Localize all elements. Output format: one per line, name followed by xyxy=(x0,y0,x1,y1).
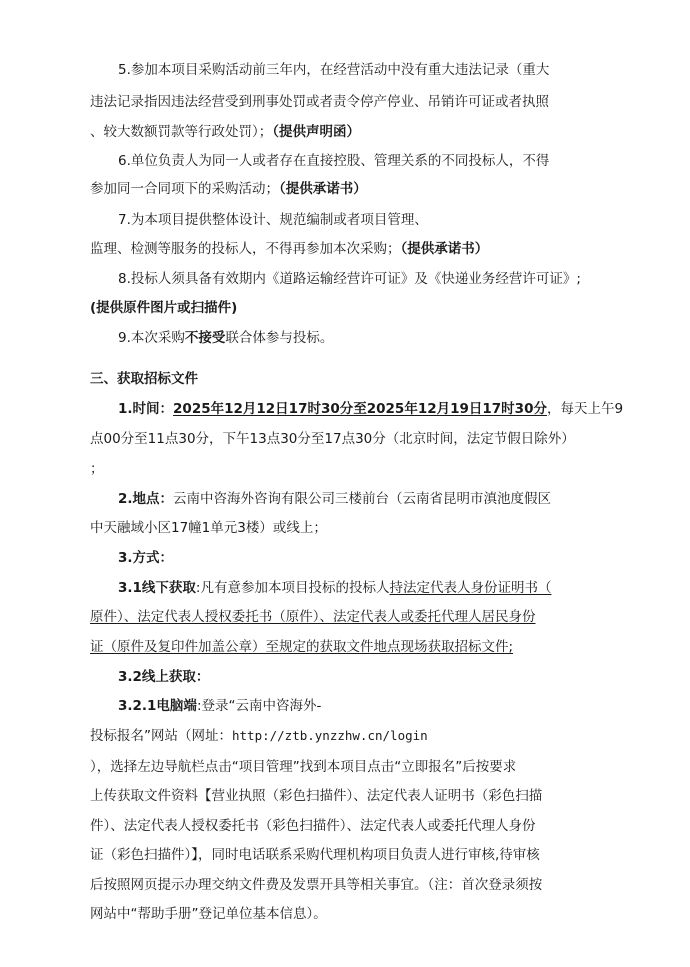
pc-label: 3.2.1电脑端 xyxy=(118,698,197,714)
time-value: 2025年12月12日17时30分至2025年12月19日17时30分 xyxy=(173,401,547,417)
time-label: 1.时间： xyxy=(118,401,174,417)
item-5-text: 、较大数额罚款等行政处罚）； xyxy=(90,124,273,140)
pc-line-4: 上传获取文件资料【营业执照（彩色扫描件）、法定代表人证明书（彩色扫描 xyxy=(90,788,543,804)
pc-line-2-text: 投标报名”网站（网址： xyxy=(90,728,232,744)
time-rest: ，每天上午9 xyxy=(546,401,624,417)
item-7-text: 监理、检测等服务的投标人，不得再参加本次采购； xyxy=(90,241,401,257)
time-line-2: 点00分至11点30分，下午13点30分至17点30分（北京时间，法定节假日除外） xyxy=(90,431,575,447)
method-label: 3.方式： xyxy=(118,550,174,566)
item-7-line-1: 7.为本项目提供整体设计、规范编制或者项目管理、 xyxy=(118,212,428,228)
offline-underlined-3: 证（原件及复印件加盖公章） xyxy=(90,639,266,655)
item-5-line-3 xyxy=(90,123,360,141)
offline-pre: :凡有意参加本项目投标的投标人 xyxy=(195,580,390,596)
offline-line-3-rest: 至规定的获取文件地点现场获取招标文件; xyxy=(265,639,514,655)
time-line-1 xyxy=(118,400,623,418)
pc-line-3: ），选择左边导航栏点击“项目管理”找到本项目点击“立即报名”后按要求 xyxy=(90,759,517,775)
offline-line-1 xyxy=(118,579,551,597)
item-8-line-1: 8.投标人须具备有效期内《道路运输经营许可证》及《快递业务经营许可证》; xyxy=(118,271,581,287)
pc-line-8: 网站中“帮助手册”登记单位基本信息）。 xyxy=(90,906,327,922)
place-line-2: 中天融域小区17幢1单元3楼）或线上； xyxy=(90,520,327,536)
place-label: 2.地点： xyxy=(118,491,174,507)
section-heading: 三、获取招标文件 xyxy=(90,371,198,387)
item-5-line-1: 5.参加本项目采购活动前三年内，在经营活动中没有重大违法记录（重大 xyxy=(118,62,550,78)
item-5-requirement: （提供声明函） xyxy=(272,124,360,140)
pc-line-7: 后按照网页提示办理交纳文件费及发票开具等相关事宜。（注：首次登录须按 xyxy=(90,877,543,893)
item-6-line-2 xyxy=(90,180,367,198)
item-6-text: 参加同一合同项下的采购活动； xyxy=(90,181,279,197)
website-url[interactable]: http://ztb.ynzzhw.cn/login xyxy=(232,728,428,743)
pc-text: :登录“云南中咨海外- xyxy=(196,698,322,714)
item-8-requirement: (提供原件图片或扫描件) xyxy=(90,300,238,316)
item-9-bold: 不接受 xyxy=(184,330,226,346)
item-9-line xyxy=(118,329,333,347)
offline-line-2: 原件）、法定代表人授权委托书（原件）、法定代表人或委托代理人居民身份 xyxy=(90,609,536,625)
pc-line-2 xyxy=(90,727,428,745)
item-6-line-1: 6.单位负责人为同一人或者存在直接控股、管理关系的不同投标人，不得 xyxy=(118,153,550,169)
time-line-3: ； xyxy=(90,461,104,477)
item-6-requirement: （提供承诺书） xyxy=(279,181,367,197)
place-value: 云南中咨海外咨询有限公司三楼前台（云南省昆明市滇池度假区 xyxy=(173,491,552,507)
pc-line-1 xyxy=(118,697,321,715)
item-7-line-2 xyxy=(90,240,488,258)
offline-line-3 xyxy=(90,638,513,656)
place-line-1 xyxy=(118,490,551,508)
offline-label: 3.1线下获取 xyxy=(118,580,196,596)
offline-underlined-1: 持法定代表人身份证明书（ xyxy=(389,580,552,596)
item-5-line-2: 违法记录指因违法经营受到刑事处罚或者责令停产停业、吊销许可证或者执照 xyxy=(90,94,549,110)
pc-line-5: 件）、法定代表人授权委托书（彩色扫描件）、法定代表人或委托代理人身份 xyxy=(90,818,536,834)
pc-line-6: 证（彩色扫描件）】，同时电话联系采购代理机构项目负责人进行审核,待审核 xyxy=(90,847,540,863)
online-label: 3.2线上获取： xyxy=(118,669,210,685)
item-7-requirement: （提供承诺书） xyxy=(400,241,489,257)
item-9-post: 联合体参与投标。 xyxy=(225,330,334,346)
item-9-pre: 9.本次采购 xyxy=(118,330,185,346)
